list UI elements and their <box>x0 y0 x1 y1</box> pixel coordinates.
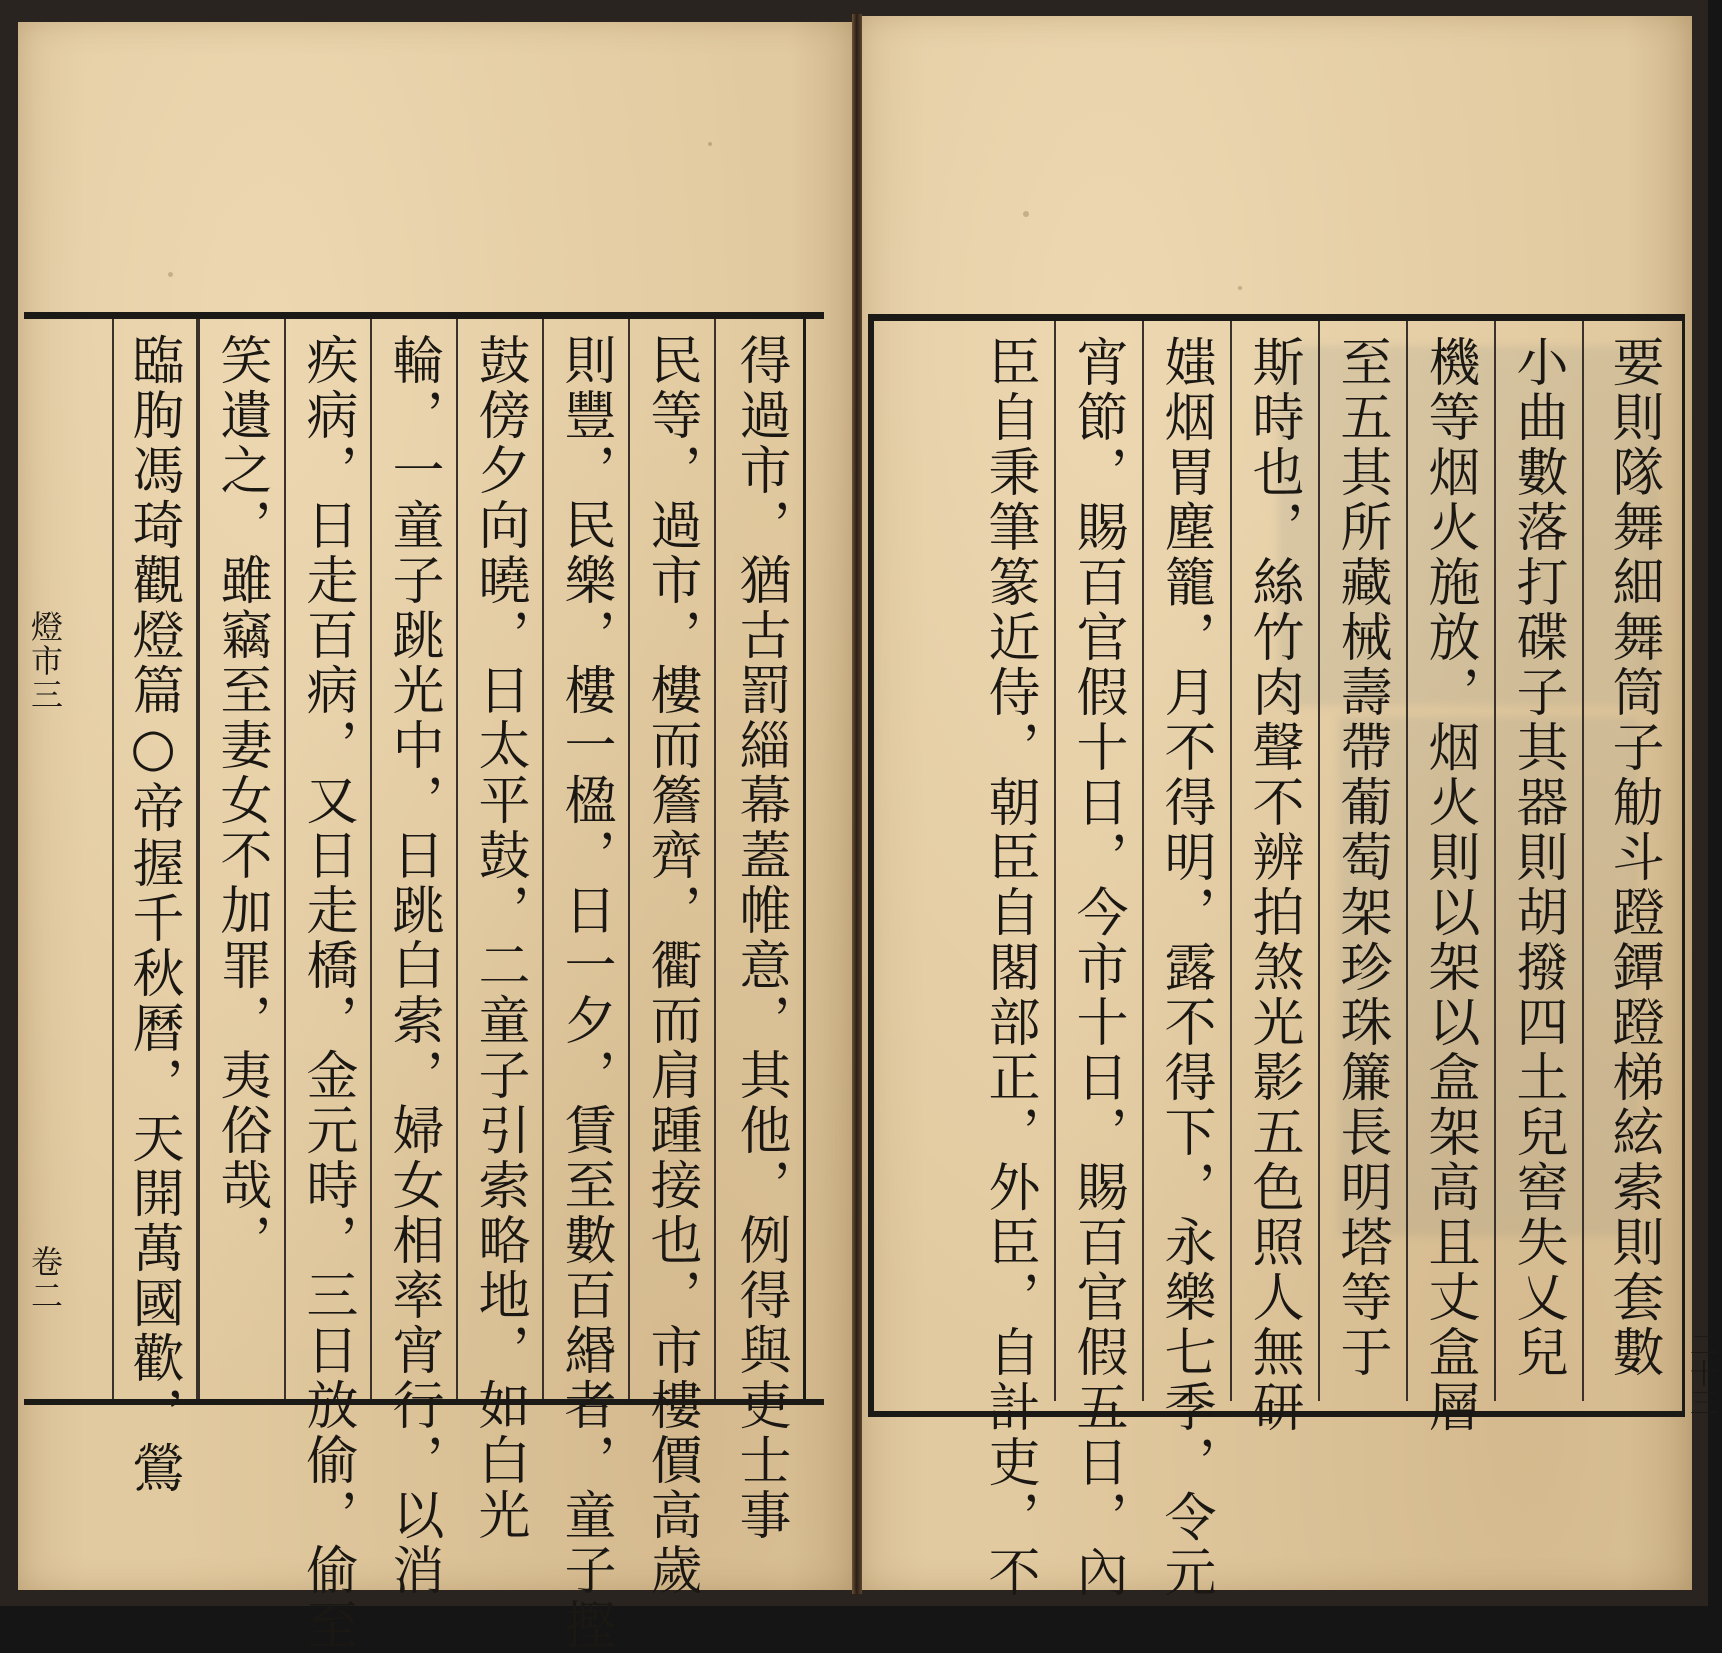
volume-label: 卷二 <box>26 1245 64 1313</box>
text-column <box>714 319 806 1543</box>
text-column <box>112 319 198 1496</box>
text-column <box>198 319 284 1399</box>
text-column <box>542 319 628 1653</box>
column-text: 得過市，猶古罰緇幕蓋帷意，其他，例得與吏士事 <box>730 333 790 1543</box>
column-text: 疾病，日走百病，又日走橋，金元時，三日放偷，偷至 <box>297 333 357 1653</box>
paper-spot <box>1023 211 1029 217</box>
text-column <box>1318 321 1404 1401</box>
book-title: 燈市三 <box>26 610 64 712</box>
column-text: 笑遺之，雖竊至妻女不加罪，夷俗哉， <box>211 333 271 1268</box>
column-text: 民等，過市，樓而簷齊，衢而肩踵接也，市樓價高歲 <box>641 333 701 1598</box>
paper-spot <box>168 272 173 277</box>
paper-spot <box>708 142 712 146</box>
column-text: 鼓傍夕向曉，日太平鼓，二童子引索略地，如白光 <box>469 333 529 1543</box>
column-text: 媸烟胃塵籠，月不得明，露不得下，永樂七季，令元 <box>1155 335 1215 1600</box>
text-column <box>1230 321 1316 1435</box>
column-text: 臣自秉筆篆近侍，朝臣自閣部正，外臣，自計吏，不 <box>979 335 1039 1600</box>
text-column <box>1142 321 1228 1600</box>
text-column <box>456 319 542 1543</box>
text-column <box>1054 321 1140 1600</box>
column-text: 至五其所藏械壽帶葡萄架珍珠簾長明塔等于 <box>1331 335 1391 1380</box>
left-text-frame <box>24 312 824 1653</box>
text-column <box>1582 321 1676 1401</box>
column-text: 機等烟火施放，烟火則以架以盒架高且丈盒層 <box>1419 335 1479 1435</box>
text-column <box>966 321 1052 1600</box>
text-column <box>284 319 370 1653</box>
column-text: 斯時也，絲竹肉聲不辨拍煞光影五色照人無研 <box>1243 335 1303 1435</box>
paper-spot <box>1238 286 1242 290</box>
column-text: 宵節，賜百官假十日，今市十日，賜百官假五日，內 <box>1067 335 1127 1600</box>
book-gutter <box>852 14 862 1594</box>
page-number: 二十三 <box>1686 1330 1719 1417</box>
column-text: 要則隊舞細舞筒子觔斗蹬鐔蹬梯絃索則套數 <box>1603 335 1663 1380</box>
column-text: 則豐，民樂，樓一楹，日一夕，賃至數百緡者，童子摼 <box>555 333 615 1653</box>
column-text: 小曲數落打碟子其器則胡撥四土兒窖失乂兒 <box>1507 335 1567 1380</box>
column-text: 臨朐馮琦觀燈篇○帝握千秋曆，天開萬國歡，鶯 <box>123 333 183 1496</box>
column-text: 輪，一童子跳光中，日跳白索，婦女相率宵行，以消 <box>383 333 443 1598</box>
text-column <box>628 319 714 1598</box>
text-column <box>1406 321 1492 1435</box>
text-column <box>370 319 456 1598</box>
right-text-frame <box>868 314 1685 1600</box>
text-column <box>1494 321 1580 1401</box>
